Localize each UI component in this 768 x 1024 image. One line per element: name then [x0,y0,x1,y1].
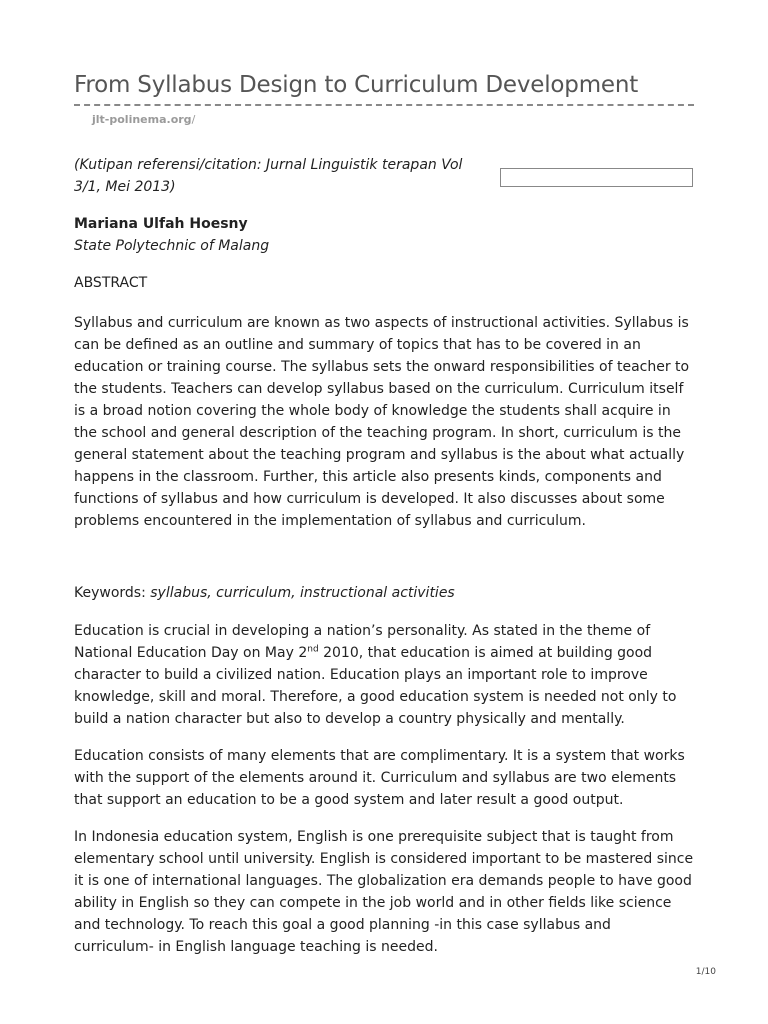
abstract-body: Syllabus and curriculum are known as two aspects of instructional activities. Syllabus is can be defined as an outline and summary of topics that has to be covered in an education or training course. The syllabus sets the onward responsibilities of teacher to the students. Teachers can develop syllabus based on the curriculum. Curriculum itself is a broad notion covering the whole body of knowledge the students shall acquire in the school and general description of the teaching program. In short, curriculum is the general statement about the teaching program and syllabus is the about what actually happens in the classroom. Further, this article also presents kinds, components and functions of syllabus and how curriculum is developed. It also discusses about some problems encountered in the implementation of syllabus and curriculum. [74,315,690,529]
text-input-box[interactable] [500,168,693,187]
keywords-line [74,582,694,604]
author-name: Mariana Ulfah Hoesny [74,216,248,232]
source-link[interactable] [92,113,195,126]
paragraph-1 [74,620,694,730]
page-number: 1/10 [695,967,716,977]
paragraph-3: In Indonesia education system, English is one prerequisite subject that is taught from elementary school until university. English is considered important to be mastered since it is one of international languages. The globalization era demands people to have good ability in English so they can compete in the job world and in other fields like science and technology. To reach this goal a good planning -in this case syllabus and curriculum- in English language teaching is needed. [74,829,694,955]
citation-text: (Kutipan referensi/citation: Jurnal Linguistik terapan Vol 3/1, Mei 2013) [74,157,463,195]
keywords-label: Keywords: [74,585,151,601]
paragraph-1-end: 2010, that education is aimed at building good character to build a civilized nation. Education plays an important role to improve knowledge, skill and moral. Therefore, a good education system is needed not only to build a nation character but also to develop a country physically and mentally. [74,645,677,727]
abstract-heading: ABSTRACT [74,275,148,291]
source-domain[interactable]: jlt-polinema.org [92,113,192,126]
date-superscript: nd [307,644,319,655]
page-title: From Syllabus Design to Curriculum Development [74,72,639,98]
keywords-terms: syllabus, curriculum, instructional activities [150,585,455,601]
author-affiliation: State Polytechnic of Malang [74,238,270,254]
source-slash: / [191,113,196,126]
title-divider [74,104,694,106]
paragraph-1-start: Education is crucial in developing a nation’s personality. As stated in the theme of National Education Day on May 2 [74,623,651,661]
paragraph-2: Education consists of many elements that are complimentary. It is a system that works with the support of the elements around it. Curriculum and syllabus are two elements that support an education to be a good system and later result a good output. [74,748,685,808]
